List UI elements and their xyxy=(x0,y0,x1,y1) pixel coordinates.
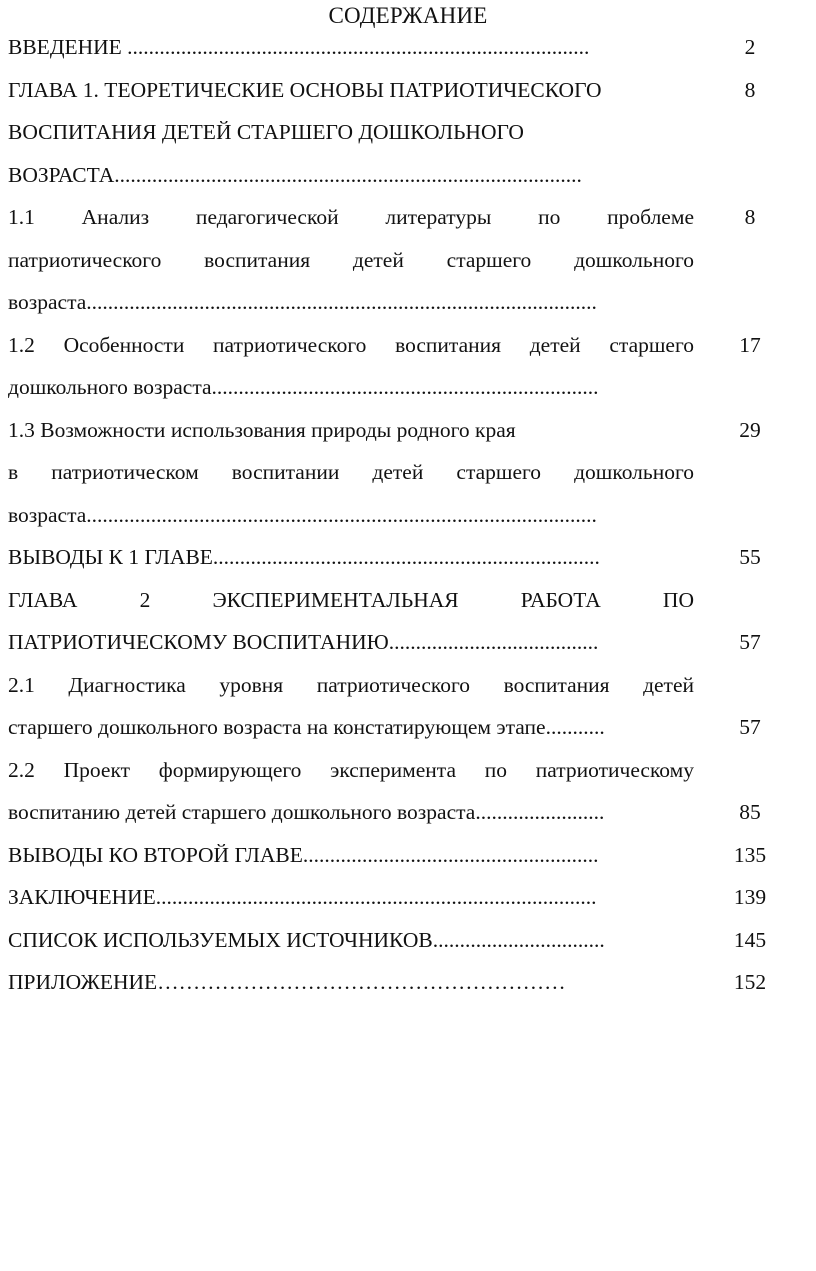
toc-entry-line: ГЛАВА 2 ЭКСПЕРИМЕНТАЛЬНАЯ РАБОТА ПО xyxy=(8,587,694,612)
toc-entry-text xyxy=(8,409,694,537)
toc-entry-conclusion xyxy=(8,876,798,919)
toc-page-number: 57 xyxy=(739,630,761,654)
toc-entry-appendix xyxy=(8,961,798,1004)
toc-entry-text xyxy=(8,196,694,324)
toc-entry-line: ВЫВОДЫ КО ВТОРОЙ ГЛАВЕ....................................................... xyxy=(8,842,599,867)
toc-entry-line: ВОСПИТАНИЯ ДЕТЕЙ СТАРШЕГО ДОШКОЛЬНОГО xyxy=(8,120,524,144)
toc-entry-line: ПРИЛОЖЕНИЕ………………………………………………… xyxy=(8,970,566,994)
toc-entry-line: СПИСОК ИСПОЛЬЗУЕМЫХ ИСТОЧНИКОВ................................ xyxy=(8,927,605,952)
toc-page-number: 29 xyxy=(739,417,761,442)
toc-page-number: 135 xyxy=(733,842,767,867)
toc-entry-line: 1.2 Особенности патриотического воспитания детей старшего xyxy=(8,332,694,357)
toc-entry-line: ВВЕДЕНИЕ ...................................................................................... xyxy=(8,35,590,59)
toc-entry-line: ВЫВОДЫ К 1 ГЛАВЕ........................................................................ xyxy=(8,545,600,569)
toc-page-number: 8 xyxy=(744,205,756,229)
toc-page-number: 8 xyxy=(744,77,756,102)
toc-entry-text xyxy=(8,324,694,409)
toc-entry-chapter-2-conclusions xyxy=(8,834,798,877)
toc-entry-section-1-2 xyxy=(8,324,798,409)
toc-entry-line: патриотического воспитания детей старшего дошкольного xyxy=(8,247,694,272)
toc-entry-line: ГЛАВА 1. ТЕОРЕТИЧЕСКИЕ ОСНОВЫ ПАТРИОТИЧЕСКОГО xyxy=(8,77,602,102)
toc-entry-chapter-1 xyxy=(8,69,798,197)
toc-entry-line: воспитанию детей старшего дошкольного возраста........................ xyxy=(8,800,605,824)
toc-page-number: 57 xyxy=(739,715,761,739)
toc-entry-line: возраста............................................................................................... xyxy=(8,290,597,314)
toc-page-number: 139 xyxy=(733,885,767,909)
toc-entry-line: 1.3 Возможности использования природы родного края xyxy=(8,417,516,442)
toc-page-number: 152 xyxy=(733,970,767,994)
toc-entry-text xyxy=(8,26,694,69)
toc-entry-text xyxy=(8,919,694,962)
toc-entry-text xyxy=(8,961,694,1004)
toc-entry-section-2-2 xyxy=(8,749,798,834)
toc-entry-line: 2.2 Проект формирующего эксперимента по патриотическому xyxy=(8,757,694,782)
toc-entry-chapter-2 xyxy=(8,579,798,664)
toc-entry-introduction xyxy=(8,26,798,69)
toc-entry-text xyxy=(8,536,694,579)
toc-entry-line: ПАТРИОТИЧЕСКОМУ ВОСПИТАНИЮ....................................... xyxy=(8,630,599,654)
toc-entry-line: старшего дошкольного возраста на констатирующем этапе........... xyxy=(8,715,605,739)
toc-entry-section-2-1 xyxy=(8,664,798,749)
table-of-contents xyxy=(8,26,798,1004)
toc-entry-line: дошкольного возраста........................................................................ xyxy=(8,375,599,399)
toc-entry-section-1-3 xyxy=(8,409,798,537)
toc-entry-text xyxy=(8,834,694,877)
toc-page-number: 2 xyxy=(744,35,756,59)
toc-page-number: 17 xyxy=(739,332,761,357)
toc-entry-line: ВОЗРАСТА....................................................................................... xyxy=(8,162,582,187)
toc-entry-text xyxy=(8,69,694,197)
toc-title: СОДЕРЖАНИЕ xyxy=(328,3,488,28)
toc-page-number: 85 xyxy=(739,800,761,824)
toc-entry-text xyxy=(8,749,694,834)
toc-entry-section-1-1 xyxy=(8,196,798,324)
toc-entry-line: 1.1 Анализ педагогической литературы по проблеме xyxy=(8,205,694,229)
toc-entry-text xyxy=(8,579,694,664)
toc-entry-text xyxy=(8,664,694,749)
toc-entry-chapter-1-conclusions xyxy=(8,536,798,579)
toc-page-number: 55 xyxy=(739,545,761,569)
toc-entry-line: 2.1 Диагностика уровня патриотического воспитания детей xyxy=(8,672,694,697)
toc-entry-line: ЗАКЛЮЧЕНИЕ.................................................................................. xyxy=(8,885,597,909)
toc-entry-line: возраста............................................................................................... xyxy=(8,502,597,527)
toc-entry-text xyxy=(8,876,694,919)
toc-page-number: 145 xyxy=(733,927,767,952)
toc-entry-references xyxy=(8,919,798,962)
toc-entry-line: в патриотическом воспитании детей старшего дошкольного xyxy=(8,460,694,484)
